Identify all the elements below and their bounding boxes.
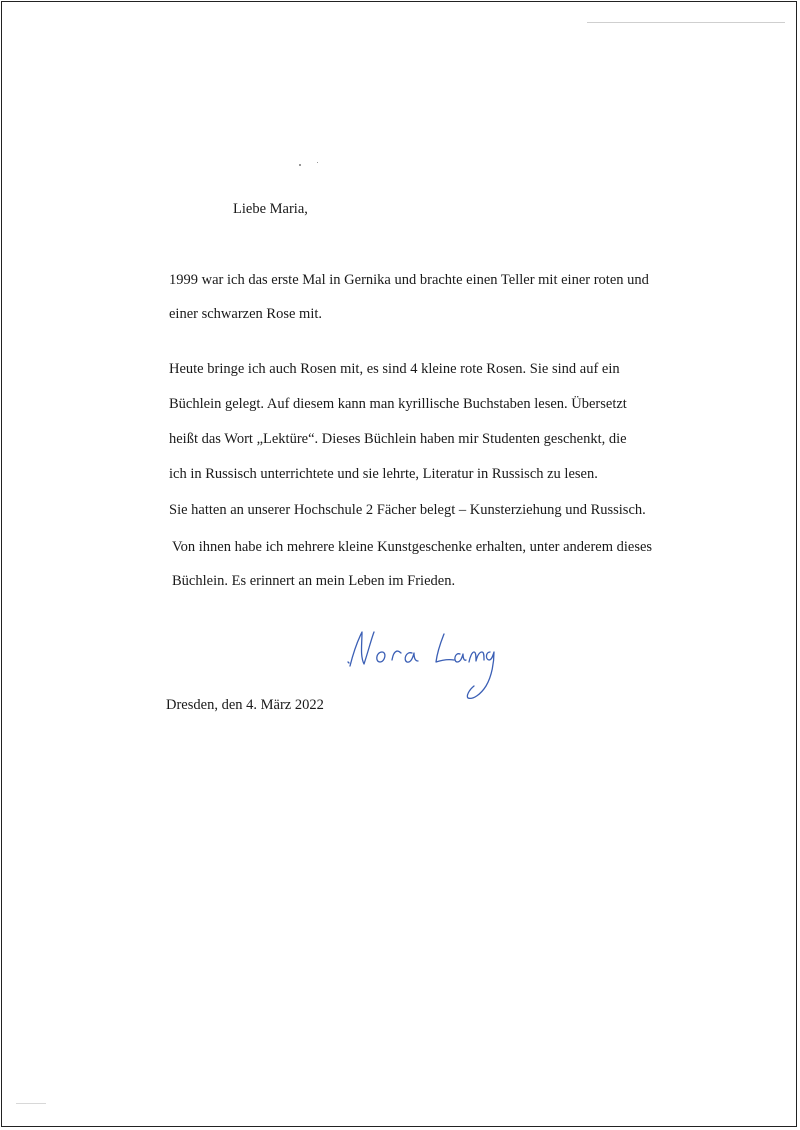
scan-artifact-line [587, 22, 785, 23]
paragraph-2-line: Heute bringe ich auch Rosen mit, es sind 4 kleine rote Rosen. Sie sind auf ein [169, 361, 620, 377]
place-date: Dresden, den 4. März 2022 [166, 697, 324, 713]
paragraph-1-line: einer schwarzen Rose mit. [169, 306, 323, 322]
paragraph-2-line: Von ihnen habe ich mehrere kleine Kunstgeschenke erhalten, unter anderem dieses [172, 539, 653, 555]
letter-page [1, 1, 797, 1127]
scan-speck [317, 162, 318, 163]
scan-speck [299, 164, 301, 166]
paragraph-2-line: Büchlein. Es erinnert an mein Leben im Frieden. [172, 573, 456, 589]
salutation: Liebe Maria, [233, 201, 308, 217]
paragraph-2-line: ich in Russisch unterrichtete und sie lehrte, Literatur in Russisch zu lesen. [169, 466, 598, 482]
paragraph-2-line: heißt das Wort „Lektüre“. Dieses Büchlein haben mir Studenten geschenkt, die [169, 431, 627, 447]
handwritten-signature [340, 624, 510, 710]
paragraph-1-line: 1999 war ich das erste Mal in Gernika und brachte einen Teller mit einer roten und [169, 272, 649, 288]
paragraph-2-line: Büchlein gelegt. Auf diesem kann man kyrillische Buchstaben lesen. Übersetzt [169, 396, 627, 412]
paragraph-2-line: Sie hatten an unserer Hochschule 2 Fächer belegt – Kunsterziehung und Russisch. [169, 502, 646, 518]
scan-artifact-line [16, 1103, 46, 1104]
